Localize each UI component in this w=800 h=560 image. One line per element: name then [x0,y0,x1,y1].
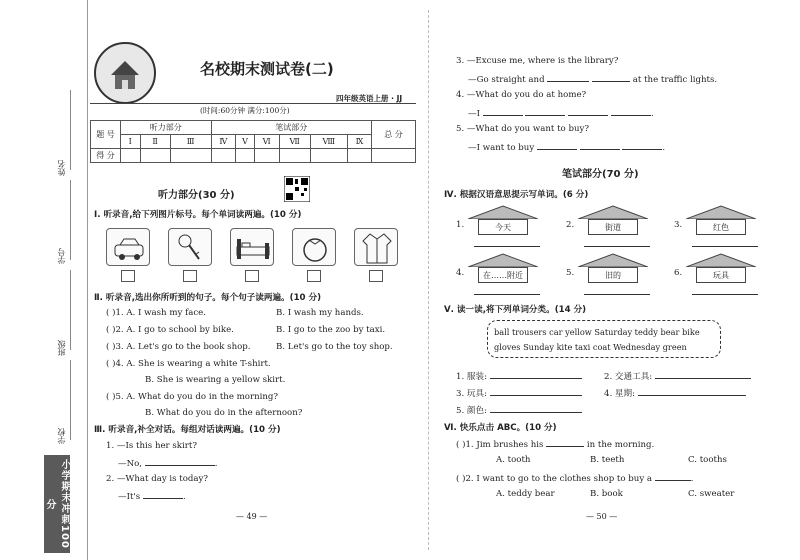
fill-blank[interactable] [546,438,584,447]
answer-line[interactable] [474,246,540,247]
option-a: A. I wash my face. [126,308,206,318]
answer-box[interactable] [307,270,321,282]
dialog-3-line-1: 3. —Excuse me, where is the library? [456,56,619,66]
dialog-text: —I want to buy [468,143,535,153]
roof-icon [468,253,538,267]
item-number: 1. [115,308,124,318]
key-icon [169,229,213,267]
car-icon [107,229,151,267]
category-label: 2. 交通工具: [604,372,653,382]
answer-paren[interactable]: ( ) [106,308,116,318]
fill-blank[interactable] [537,141,577,150]
question-tail: . [690,474,694,484]
score-cell[interactable] [372,149,416,163]
dialog-2-line-2: —It's . [118,492,186,502]
category-toys [456,387,582,399]
q6-item-1 [456,438,654,450]
option-a: A. I go to school by bike. [126,325,234,335]
dialog-text: at the traffic lights. [632,75,718,85]
fill-blank[interactable] [490,387,582,396]
fill-blank[interactable] [143,490,183,499]
fill-blank[interactable] [525,107,565,116]
item-number-header: 题 号 [91,121,121,149]
score-row-header: 得 分 [91,149,121,163]
time-info: (时间:60分钟 满分:100分) [200,106,290,115]
school-line [70,360,71,440]
roman-cell: Ⅳ [211,135,236,149]
score-cell[interactable] [348,149,372,163]
q6-item-2 [456,472,694,484]
score-cell[interactable] [140,149,170,163]
dialog-5-line-1: 5. —What do you want to buy? [456,124,589,134]
word-number: 1. [456,220,465,230]
roof-icon [686,205,756,219]
fill-blank[interactable] [592,73,630,82]
q2-item-4 [106,359,271,369]
roof-icon [578,205,648,219]
hint-word: 玩具 [696,267,746,283]
coat-icon [355,229,399,267]
answer-line[interactable] [474,294,540,295]
fill-blank[interactable] [611,107,651,116]
word-bank [487,320,721,358]
fill-blank[interactable] [145,457,215,466]
q1-heading: Ⅰ. 听录音,给下列图片标号。每个单词读两遍。(10 分) [94,210,302,220]
item-number: 5. [115,392,124,402]
word-bank-line-2: gloves Sunday kite taxi coat Wednesday green [494,342,687,352]
class-line [70,270,71,350]
answer-box[interactable] [121,270,135,282]
bed-picture [230,228,274,266]
roof-icon [686,253,756,267]
name-label: 姓名 [57,160,66,176]
house-card [468,205,538,241]
fill-blank[interactable] [655,472,691,481]
score-cell[interactable] [236,149,255,163]
word-number: 2. [566,220,575,230]
option-b: B. What do you do in the afternoon? [145,408,303,418]
score-table [90,120,416,163]
dialog-text: —I [468,109,480,119]
page-number-right: — 50 — [586,512,618,521]
item-number: 2. [115,325,124,335]
fill-blank[interactable] [547,73,589,82]
category-colors [456,404,582,416]
option-c: C. sweater [688,489,735,499]
key-picture [168,228,212,266]
option-b: B. I wash my hands. [276,308,364,318]
bed-icon [231,229,275,267]
fill-blank[interactable] [638,387,746,396]
answer-paren[interactable]: ( ) [106,325,116,335]
listening-title: 听力部分(30 分) [158,190,235,201]
question-tail: in the morning. [586,440,655,450]
roman-cell: Ⅸ [348,135,372,149]
student-id-line [70,180,71,260]
page-divider [428,10,429,550]
roman-cell: Ⅰ [121,135,141,149]
class-label: 班级 [57,340,66,356]
option-b: B. teeth [590,455,625,465]
fill-blank[interactable] [622,141,662,150]
dialog-4-line-1: 4. —What do you do at home? [456,90,587,100]
fill-blank[interactable] [580,141,620,150]
q2-heading: Ⅱ. 听录音,选出你所听到的句子。每个句子读两遍。(10 分) [94,293,322,303]
score-cell[interactable] [279,149,310,163]
q2-item-5 [106,392,278,402]
word-number: 3. [674,220,683,230]
answer-box[interactable] [183,270,197,282]
answer-line[interactable] [584,294,650,295]
hint-word: 旧的 [588,267,638,283]
house-card [686,253,756,289]
score-cell[interactable] [170,149,211,163]
item-number: 4. [115,359,124,369]
tomato-icon [293,229,337,267]
question-stem: 2. I want to go to the clothes shop to buy a [465,474,653,484]
dialog-4-line-2: —I . [468,109,654,119]
hint-word: 街道 [588,219,638,235]
score-cell[interactable] [211,149,236,163]
answer-line[interactable] [692,294,758,295]
category-transport [604,370,751,382]
q2-item-2 [106,325,234,335]
answer-box[interactable] [369,270,383,282]
roman-cell: Ⅱ [140,135,170,149]
q2-item-3 [106,342,251,352]
page-number-left: — 49 — [236,512,268,521]
category-label: 5. 颜色: [456,406,488,416]
roman-cell: Ⅶ [279,135,310,149]
roof-icon [578,253,648,267]
page-title: 名校期末测试卷(二) [200,60,334,78]
option-b: B. Let's go to the toy shop. [276,342,393,352]
fill-blank[interactable] [490,370,582,379]
coat-picture [354,228,398,266]
house-logo-icon [99,47,151,99]
roman-cell: Ⅲ [170,135,211,149]
dialog-1-line-1: 1. —Is this her skirt? [106,441,197,451]
option-b: B. book [590,489,623,499]
house-card [578,205,648,241]
dialog-3-line-2 [468,73,717,85]
house-card [686,205,756,241]
dialog-text: —No, [118,459,143,469]
roman-cell: Ⅴ [236,135,255,149]
name-line [70,90,71,170]
option-c: C. tooths [688,455,727,465]
house-card [468,253,538,289]
brand-bar: 小学期末冲刺100分 [44,455,70,553]
dialog-5-line-2: —I want to buy . [468,143,666,153]
option-b: B. She is wearing a yellow skirt. [145,375,286,385]
listening-header: 听力部分 [121,121,212,135]
grade-label: 四年级英语上册 · JJ [336,94,403,103]
q2-item-1 [106,308,206,318]
category-label: 3. 玩具: [456,389,488,399]
word-bank-line-1: ball trousers car yellow Saturday teddy bear bike [494,327,700,337]
roman-cell: Ⅷ [310,135,347,149]
score-cell[interactable] [310,149,347,163]
answer-line[interactable] [584,246,650,247]
item-number: 3. [115,342,124,352]
word-number: 5. [566,268,575,278]
option-a: A. Let's go to the book shop. [126,342,251,352]
q5-heading: Ⅴ. 读一读,将下列单词分类。(14 分) [444,305,587,315]
qr-code-icon[interactable] [284,176,310,202]
total-header: 总 分 [372,121,416,149]
answer-paren[interactable]: ( ) [106,342,116,352]
option-a: A. tooth [496,455,531,465]
answer-line[interactable] [692,246,758,247]
fill-blank[interactable] [490,404,582,413]
hint-word: 今天 [478,219,528,235]
option-a: A. teddy bear [496,489,555,499]
fill-blank[interactable] [568,107,608,116]
fill-blank[interactable] [655,370,751,379]
written-header: 笔试部分 [211,121,371,135]
answer-box[interactable] [245,270,259,282]
word-number: 4. [456,268,465,278]
roof-icon [468,205,538,219]
hint-word: 红色 [696,219,746,235]
school-label: 学校 [57,428,66,444]
fill-blank[interactable] [483,107,523,116]
q3-heading: Ⅲ. 听录音,补全对话。每组对话读两遍。(10 分) [94,425,281,435]
question-stem: 1. Jim brushes his [465,440,544,450]
answer-paren[interactable]: ( ) [456,474,466,484]
category-weekdays [604,387,746,399]
answer-paren[interactable]: ( ) [106,359,116,369]
q4-heading: Ⅳ. 根据汉语意思提示写单词。(6 分) [444,190,589,200]
category-clothes [456,370,582,382]
written-title: 笔试部分(70 分) [562,169,639,180]
answer-paren[interactable]: ( ) [106,392,116,402]
dialog-1-line-2: —No, . [118,459,218,469]
car-picture [106,228,150,266]
category-label: 1. 服装: [456,372,488,382]
score-cell[interactable] [254,149,279,163]
word-number: 6. [674,268,683,278]
option-a: A. She is wearing a white T-shirt. [126,359,271,369]
house-card [578,253,648,289]
dialog-text: —It's [118,492,141,502]
score-cell[interactable] [121,149,141,163]
answer-paren[interactable]: ( ) [456,440,466,450]
dialog-2-line-1: 2. —What day is today? [106,474,209,484]
tomato-picture [292,228,336,266]
option-b: B. I go to the zoo by taxi. [276,325,386,335]
hint-word: 在……附近 [478,267,528,283]
roman-cell: Ⅵ [254,135,279,149]
header-rule [90,103,416,104]
category-label: 4. 星期: [604,389,636,399]
option-a: A. What do you do in the morning? [126,392,279,402]
dialog-text: —Go straight and [468,75,545,85]
q6-heading: Ⅵ. 快乐点击 ABC。(10 分) [444,423,557,433]
series-logo [94,42,156,104]
student-id-label: 学号 [57,248,66,264]
